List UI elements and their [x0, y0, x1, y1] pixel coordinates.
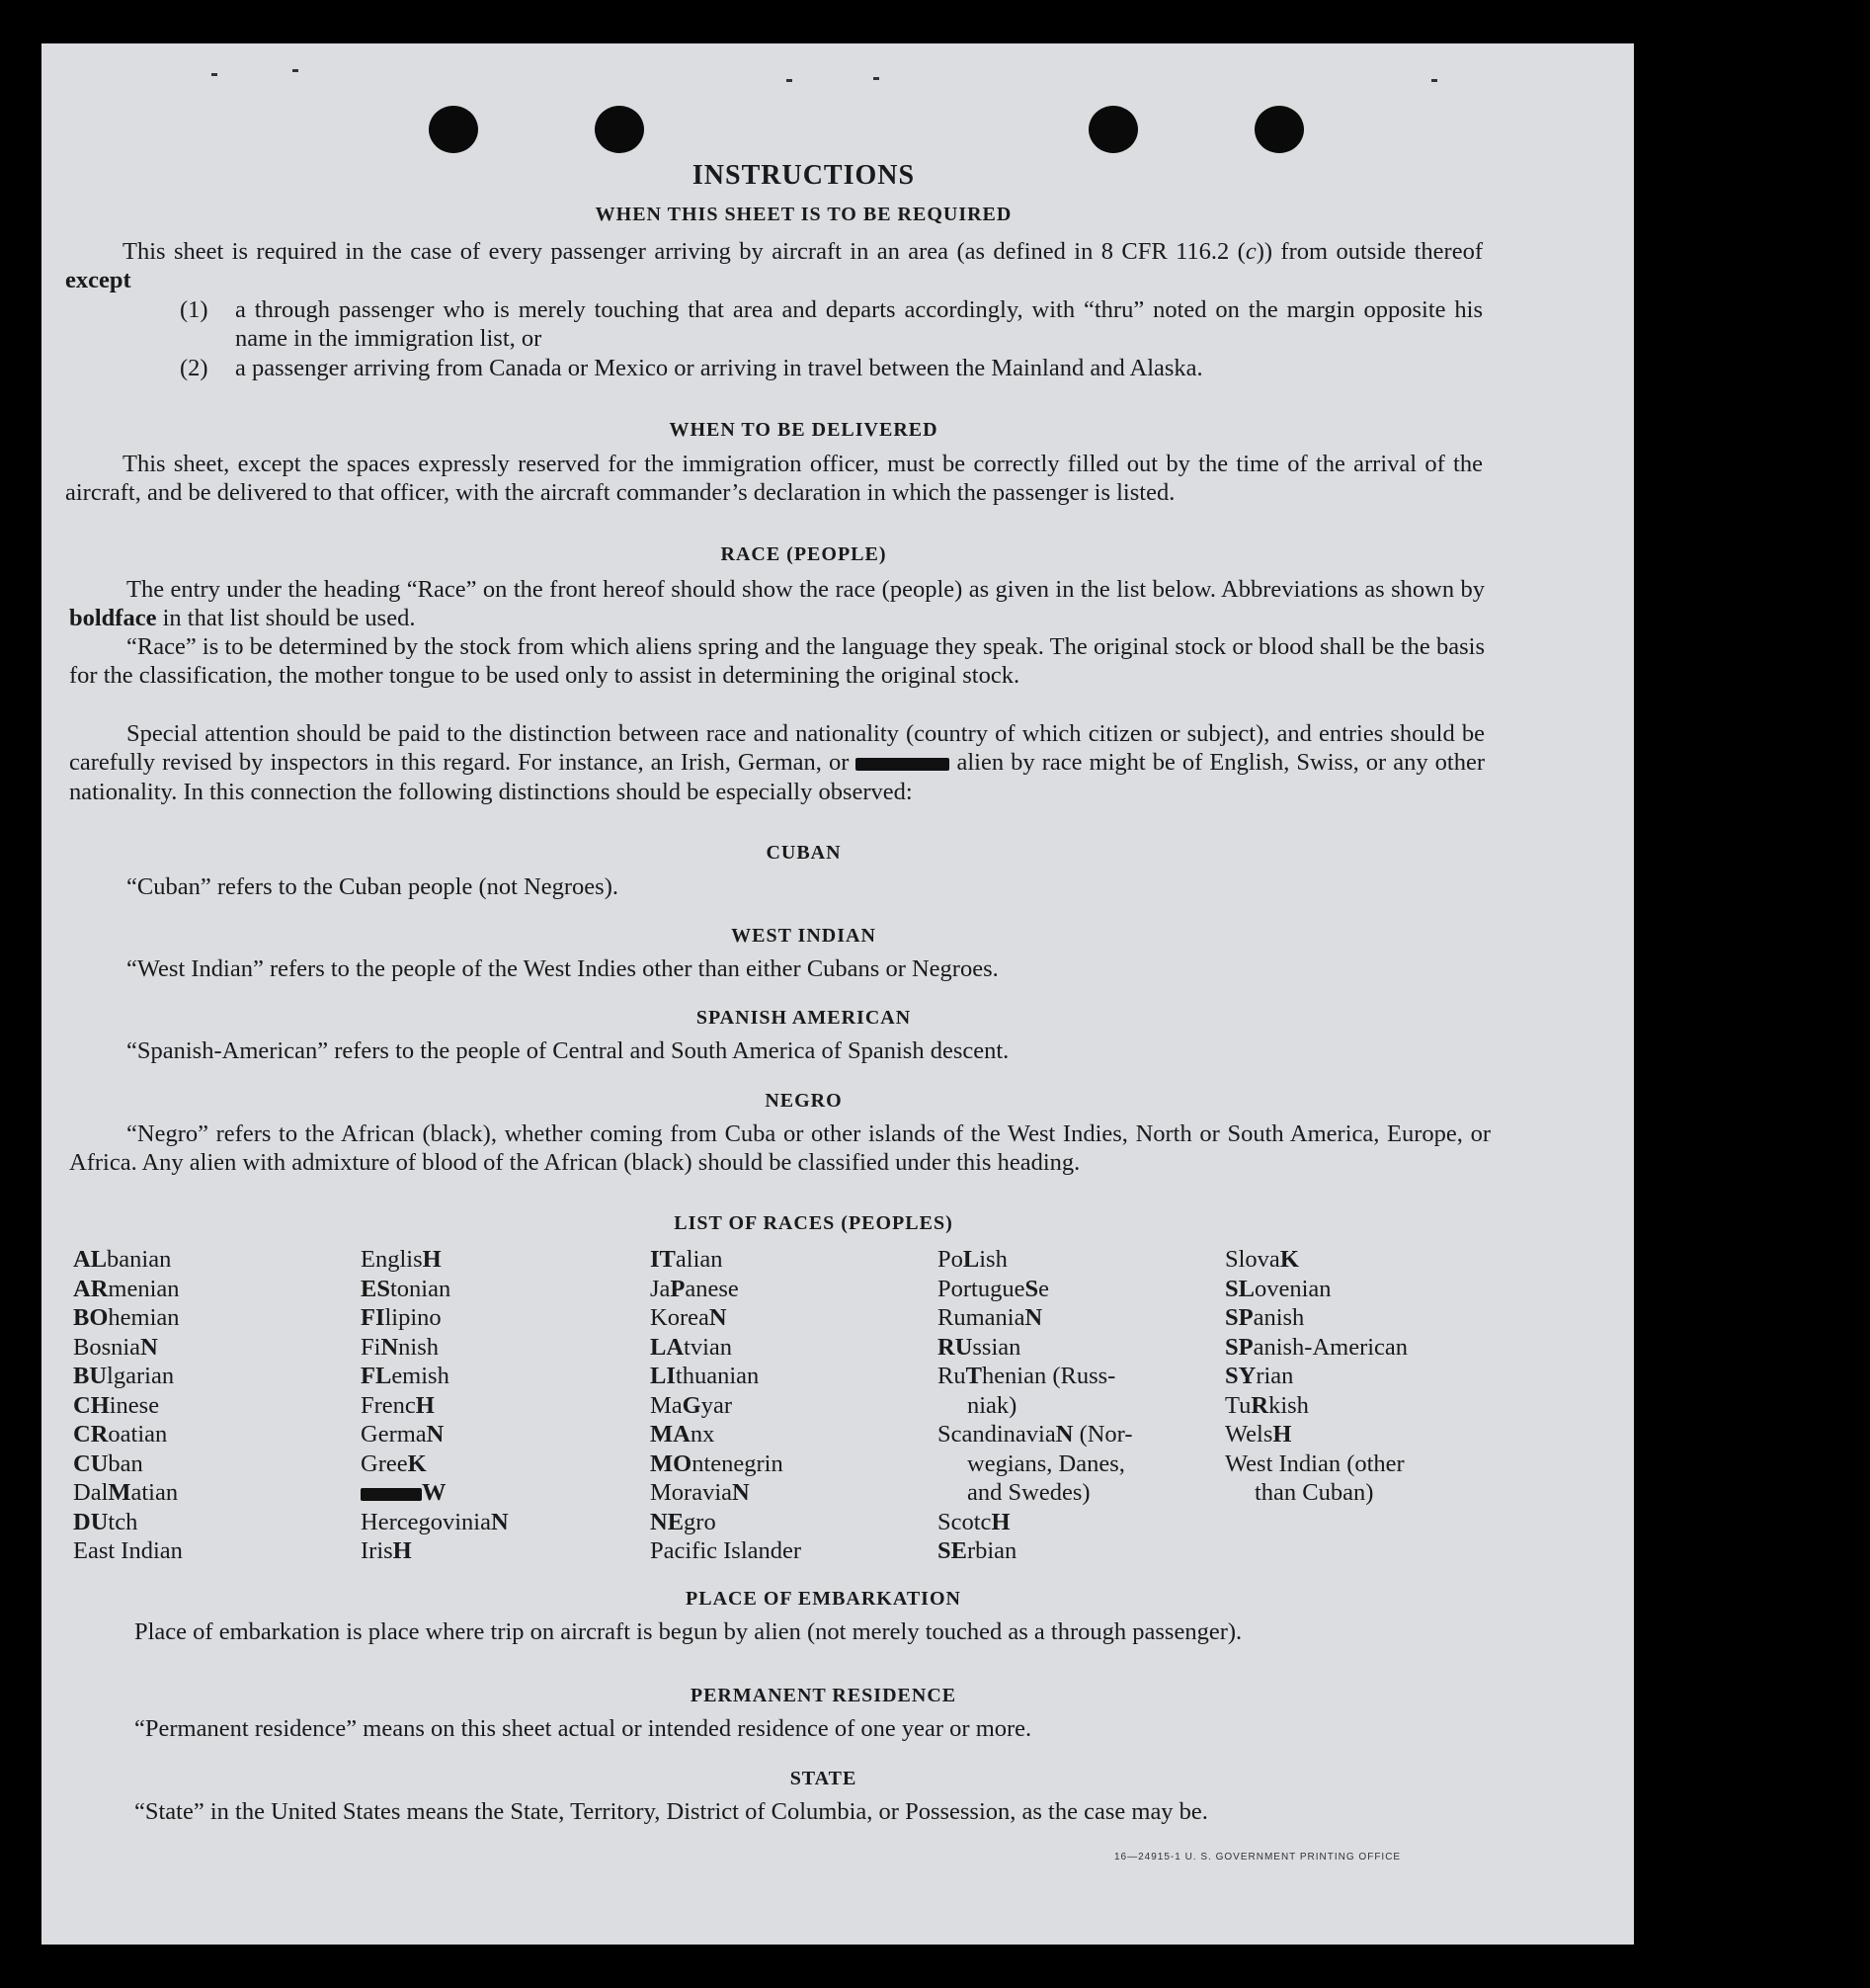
race-entry: JaPanese [650, 1275, 739, 1302]
race-entry: DalMatian [73, 1479, 179, 1506]
race-entry: than Cuban) [1255, 1479, 1374, 1506]
spanish-american-paragraph: “Spanish-American” refers to the people of Central and South America of Spanish descent. [126, 1037, 1010, 1064]
negro-paragraph: “Negro” refers to the African (black), whether coming from Cuba or other islands of the West Indies, North or South America, Europe, or Africa. Any alien with admixture of blood of the African (black) should be classified under this heading. [69, 1120, 1491, 1177]
race-entry: PoLish [937, 1246, 1008, 1273]
race-entry: BOhemian [73, 1304, 180, 1331]
document-page: INSTRUCTIONS WHEN THIS SHEET IS TO BE REQUIRED This sheet is required in the case of every passenger arriving by aircraft in an area (as defined in 8 CFR 116.2 (c)) from outside thereof except (1) a through passenger who is merely touching that area and departs accordingly, with “thru” noted on the margin opposite his name in the immigration list, or (2) a passenger arriving from Canada or Mexico or arriving in travel between the Mainland and Alaska. WHEN TO BE DELIVERED This sheet, except the spaces expressly reserved for the immigration officer, must be correctly filled out by the time of the arrival of the aircraft, and be delivered to that officer, with the aircraft commander’s declaration in which the passenger is listed. RACE (PEOPLE) The entry under the heading “Race” on the front hereof should show the race (people) as given in the list below. Abbreviations as shown by boldface in that list should be used. “Race” is to be determined by the stock from which aliens spring and the language they speak. The original stock or blood shall be the basis for the classification, the mother tongue to be used only to assist in determining the original stock. Special attention should be paid to the distinction between race and nationality (country of which citizen or subject), and entries should be carefully revised by inspectors in this regard. For instance, an Irish, German, or alien by race might be of English, Swiss, or any other nationality. In this connection the following distinctions should be especially observed: CUBAN “Cuban” refers to the Cuban people (not Negroes). WEST INDIAN “West Indian” refers to the people of the West Indies other than either Cubans or Negroes. SPANISH AMERICAN “Spanish-American” refers to the people of Central and South America of Spanish descent. NEGRO “Negro” refers to the African (black), whether coming from Cuba or other islands of the West Indies, North or South America, Europe, or Africa. Any alien with admixture of blood of the African (black) should be classified under this heading. LIST OF RACES (PEOPLES) ALbanian ARmenian BOhemian BosniaN BUlgarian CHinese CRoatian CUban DalMatian DUtch East Indian EnglisH EStonian FIlipino FiNnish FLemish FrencH GermaN GreeK W HercegoviniaN IrisH ITalian JaPanese KoreaN LAtvian LIthuanian MaGyar MAnx MOntenegrin MoraviaN NEgro Pacific Islander PoLish PortugueSe RumaniaN RUssian RuThenian (Russ- niak) ScandinaviaN (Nor- wegians, Danes, and Swedes) ScotcH SErbian SlovaK SLovenian SPanish SPanish-American SYrian TuRkish WelsH West Indian (other than Cuban) PLACE OF EMBARKATION Place of embarkation is place where trip on aircraft is begun by alien (not merely touched as a through passenger). PERMANENT RESIDENCE “Permanent residence” means on this sheet actual or intended residence of one year or more. STATE “State” in the United States means the State, Territory, District of Columbia, or Possession, as the case may be. 16—24915-1 U. S. GOVERNMENT PRINTING OFFICE [41, 43, 1634, 1945]
race-entry: RuThenian (Russ- [937, 1363, 1116, 1389]
race-entry: EnglisH [361, 1246, 442, 1273]
race-column [1225, 1245, 1408, 1508]
race-entry: CHinese [73, 1391, 160, 1419]
delivery-paragraph: This sheet, except the spaces expressly reserved for the immigration officer, must be correctly filled out by the time of the arrival of the aircraft, and be delivered to that officer, with the aircraft commander’s declaration in which the passenger is listed. [65, 451, 1483, 507]
punch-hole [429, 106, 478, 153]
race-entry: Pacific Islander [650, 1537, 802, 1564]
race-entry: NEgro [650, 1508, 716, 1535]
race-entry: MoraviaN [650, 1479, 750, 1506]
race-entry: BosniaN [73, 1333, 158, 1361]
race-entry: W [361, 1478, 509, 1508]
race-entry: RumaniaN [937, 1304, 1043, 1331]
page-title: INSTRUCTIONS [691, 160, 916, 191]
race-entry: FrencH [361, 1391, 435, 1419]
west-indian-paragraph: “West Indian” refers to the people of the West Indies other than either Cubans or Negroes. [126, 955, 999, 982]
race-entry: CRoatian [73, 1421, 168, 1448]
race-entry: WelsH [1225, 1421, 1292, 1448]
race-paragraph: The entry under the heading “Race” on the front hereof should show the race (people) as given in the list below. Abbreviations as shown by boldface in that list should be used. [69, 576, 1485, 632]
race-paragraph: Special attention should be paid to the distinction between race and nationality (country of which citizen or subject), and entries should be carefully revised by inspectors in this regard. For instance, an Irish, German, or alien by race might be of English, Swiss, or any other nationality. In this connection the following distinctions should be especially observed: [69, 720, 1485, 805]
race-entry: RUssian [937, 1333, 1021, 1361]
residence-paragraph: “Permanent residence” means on this sheet actual or intended residence of one year or more. [134, 1715, 1032, 1742]
section-heading: WEST INDIAN [731, 925, 876, 947]
section-heading: WHEN TO BE DELIVERED [669, 419, 938, 441]
race-entry: niak) [967, 1391, 1017, 1419]
race-entry: MaGyar [650, 1391, 733, 1419]
race-entry: PortugueSe [937, 1275, 1049, 1302]
embarkation-paragraph: Place of embarkation is place where trip on aircraft is begun by alien (not merely touched as a through passenger). [134, 1618, 1243, 1645]
race-entry: HercegoviniaN [361, 1508, 509, 1535]
race-column [361, 1245, 509, 1566]
race-entry: DUtch [73, 1508, 138, 1535]
race-entry: FIlipino [361, 1304, 442, 1331]
section-heading: PLACE OF EMBARKATION [686, 1588, 961, 1610]
race-column [937, 1245, 1133, 1566]
race-entry: ScandinaviaN (Nor- [937, 1421, 1133, 1448]
section-heading: SPANISH AMERICAN [695, 1007, 912, 1029]
race-entry: BUlgarian [73, 1363, 175, 1389]
race-entry: ITalian [650, 1246, 723, 1273]
punch-hole [1255, 106, 1304, 153]
section-heading: WHEN THIS SHEET IS TO BE REQUIRED [595, 204, 1013, 225]
section-heading: LIST OF RACES (PEOPLES) [674, 1212, 953, 1234]
race-entry: SErbian [937, 1537, 1017, 1564]
race-paragraph: “Race” is to be determined by the stock from which aliens spring and the language they speak. The original stock or blood shall be the basis for the classification, the mother tongue to be used only to assist in determining the original stock. [69, 633, 1485, 690]
section-heading: RACE (PEOPLE) [720, 543, 887, 565]
print-footer: 16—24915-1 U. S. GOVERNMENT PRINTING OFFICE [1114, 1852, 1402, 1863]
race-entry: SPanish [1225, 1304, 1305, 1331]
section-heading: PERMANENT RESIDENCE [690, 1685, 957, 1706]
race-entry: MOntenegrin [650, 1450, 783, 1477]
race-entry: MAnx [650, 1421, 715, 1448]
race-entry: ScotcH [937, 1508, 1011, 1535]
race-entry: GreeK [361, 1450, 427, 1477]
race-entry: EStonian [361, 1275, 451, 1302]
race-entry: SLovenian [1225, 1275, 1332, 1302]
redaction-mark [361, 1488, 422, 1501]
race-entry: CUban [73, 1450, 143, 1477]
race-entry: TuRkish [1225, 1391, 1309, 1419]
race-entry: FiNnish [361, 1333, 439, 1361]
race-entry: KoreaN [650, 1304, 727, 1331]
cuban-paragraph: “Cuban” refers to the Cuban people (not Negroes). [126, 873, 618, 900]
race-column [650, 1245, 801, 1566]
state-paragraph: “State” in the United States means the State, Territory, District of Columbia, or Possession, as the case may be. [134, 1798, 1208, 1825]
punch-hole [1089, 106, 1138, 153]
race-entry: GermaN [361, 1421, 445, 1448]
race-entry: IrisH [361, 1537, 412, 1564]
race-entry: FLemish [361, 1363, 449, 1389]
race-entry: SYrian [1225, 1363, 1294, 1389]
punch-hole [595, 106, 644, 153]
section-heading: CUBAN [766, 842, 842, 864]
race-column [73, 1245, 183, 1566]
race-entry: SlovaK [1225, 1246, 1299, 1273]
section-heading: NEGRO [765, 1090, 843, 1112]
race-entry: ALbanian [73, 1246, 172, 1273]
section-heading: STATE [789, 1768, 857, 1789]
race-entry: wegians, Danes, [967, 1450, 1125, 1477]
race-entry: LAtvian [650, 1333, 733, 1361]
redaction-mark [855, 758, 949, 771]
race-entry: LIthuanian [650, 1363, 760, 1389]
race-entry: and Swedes) [967, 1479, 1091, 1506]
race-entry: West Indian (other [1225, 1450, 1405, 1477]
race-entry: East Indian [73, 1537, 183, 1564]
intro-paragraph: This sheet is required in the case of every passenger arriving by aircraft in an area (as defined in 8 CFR 116.2 (c)) from outside thereof except [65, 238, 1483, 294]
race-entry: ARmenian [73, 1275, 180, 1302]
race-entry: SPanish-American [1225, 1333, 1409, 1361]
